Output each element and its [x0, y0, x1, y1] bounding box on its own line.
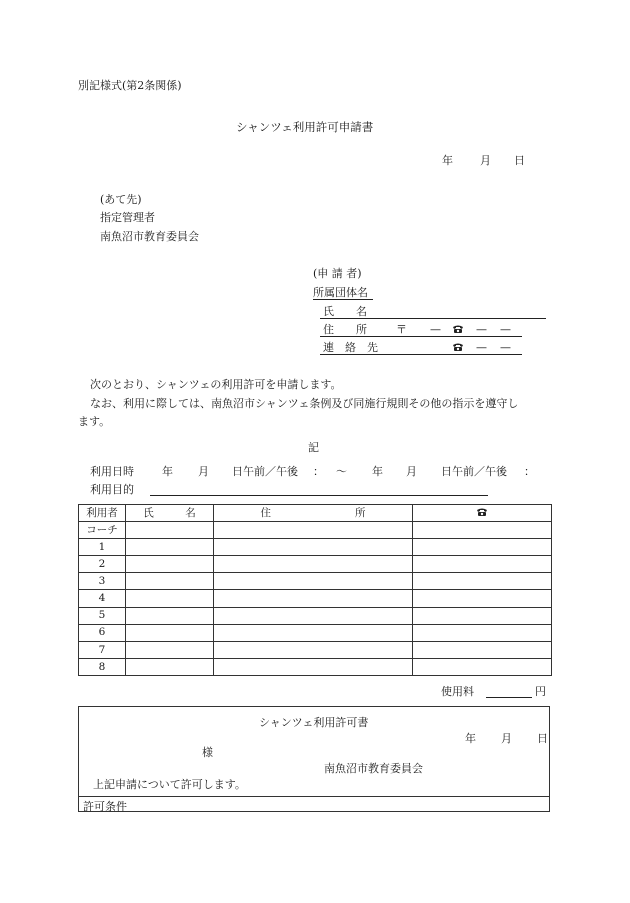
table-row	[79, 556, 552, 573]
ki-label: 記	[308, 441, 319, 454]
header-address: 住 所	[214, 505, 413, 522]
fee-unit: 円	[535, 685, 546, 698]
date-day: 日	[514, 154, 525, 167]
fee-label: 使用料	[441, 685, 474, 698]
usage-month: 月	[198, 465, 209, 478]
phone-cell[interactable]	[413, 624, 552, 641]
phone-cell[interactable]	[413, 658, 552, 675]
group-name-underline	[313, 299, 373, 300]
date-year: 年	[442, 154, 453, 167]
addressee-line1: 指定管理者	[100, 211, 155, 224]
address-cell[interactable]	[214, 556, 413, 573]
permit-box	[78, 706, 550, 812]
permit-sama: 様	[202, 746, 213, 759]
row-number: 4	[79, 590, 126, 607]
phone-cell[interactable]	[413, 607, 552, 624]
address-dash: —	[430, 323, 441, 336]
addressee-label: (あて先)	[100, 193, 142, 206]
usage-day-ampm-2: 日午前／午後	[441, 465, 507, 478]
form-type-label: 別記様式(第2条関係)	[78, 79, 182, 92]
contact-field[interactable]	[320, 354, 522, 355]
permit-day: 日	[537, 732, 548, 745]
coach-address-cell[interactable]	[214, 522, 413, 539]
table-row	[79, 573, 552, 590]
row-number: 5	[79, 607, 126, 624]
name-cell[interactable]	[126, 573, 214, 590]
name-cell[interactable]	[126, 624, 214, 641]
applicant-heading: (申 請 者)	[313, 267, 362, 280]
table-row	[79, 590, 552, 607]
row-number: 3	[79, 573, 126, 590]
table-row	[79, 539, 552, 556]
usage-purpose-field[interactable]	[150, 495, 488, 496]
applicant-address-field[interactable]	[320, 336, 522, 337]
row-number: 2	[79, 556, 126, 573]
user-table	[78, 504, 552, 676]
address-phone-dash-2: —	[500, 323, 511, 336]
body-line-2: なお、利用に際しては、南魚沼市シャンツェ条例及び同施行規則その他の指示を遵守し	[90, 397, 519, 410]
addressee-line2: 南魚沼市教育委員会	[100, 230, 199, 243]
phone-cell[interactable]	[413, 641, 552, 658]
coach-phone-cell[interactable]	[413, 522, 552, 539]
permit-year: 年	[465, 732, 476, 745]
contact-label: 連 絡 先	[323, 341, 378, 354]
address-cell[interactable]	[214, 624, 413, 641]
table-row	[79, 658, 552, 675]
usage-year: 年	[162, 465, 173, 478]
table-row	[79, 624, 552, 641]
contact-dash-1: —	[476, 341, 487, 354]
row-number: 8	[79, 658, 126, 675]
permit-conditions-label: 許可条件	[83, 800, 127, 813]
address-cell[interactable]	[214, 658, 413, 675]
name-cell[interactable]	[126, 556, 214, 573]
row-number: 6	[79, 624, 126, 641]
phone-icon	[452, 324, 464, 336]
name-cell[interactable]	[126, 539, 214, 556]
permit-issuer: 南魚沼市教育委員会	[324, 762, 423, 775]
header-phone-icon	[413, 505, 552, 522]
table-header-row	[79, 505, 552, 522]
applicant-address-label: 住 所	[323, 323, 367, 336]
contact-phone-icon	[452, 342, 464, 354]
usage-date-label: 利用日時	[90, 465, 134, 478]
usage-year-2: 年	[372, 465, 383, 478]
address-cell[interactable]	[214, 607, 413, 624]
permit-title: シャンツェ利用許可書	[259, 716, 369, 729]
usage-colon: ：	[313, 465, 324, 478]
contact-dash-2: —	[500, 341, 511, 354]
permit-month: 月	[501, 732, 512, 745]
fee-field[interactable]	[486, 697, 532, 698]
usage-month-2: 月	[406, 465, 417, 478]
address-cell[interactable]	[214, 641, 413, 658]
header-name: 氏 名	[126, 505, 214, 522]
name-cell[interactable]	[126, 590, 214, 607]
table-row-coach	[79, 522, 552, 539]
address-cell[interactable]	[214, 590, 413, 607]
address-phone-dash-1: —	[476, 323, 487, 336]
address-cell[interactable]	[214, 573, 413, 590]
body-line-3: ます。	[78, 415, 111, 428]
name-cell[interactable]	[126, 641, 214, 658]
row-number: 7	[79, 641, 126, 658]
row-label-coach: コーチ	[79, 522, 126, 539]
permit-divider	[79, 796, 549, 797]
header-user: 利用者	[79, 505, 126, 522]
usage-day-ampm: 日午前／午後	[232, 465, 298, 478]
usage-colon-2: ：	[524, 465, 535, 478]
table-row	[79, 607, 552, 624]
name-cell[interactable]	[126, 658, 214, 675]
date-month: 月	[480, 154, 491, 167]
row-number: 1	[79, 539, 126, 556]
group-name-label: 所属団体名	[313, 286, 368, 299]
coach-name-cell[interactable]	[126, 522, 214, 539]
address-cell[interactable]	[214, 539, 413, 556]
applicant-name-label: 氏 名	[323, 305, 367, 318]
phone-cell[interactable]	[413, 573, 552, 590]
table-row	[79, 641, 552, 658]
name-cell[interactable]	[126, 607, 214, 624]
postal-mark-icon: 〒	[396, 323, 407, 336]
usage-tilde: ～	[336, 465, 347, 478]
phone-cell[interactable]	[413, 556, 552, 573]
body-line-1: 次のとおり、シャンツェの利用許可を申請します。	[90, 378, 342, 391]
phone-cell[interactable]	[413, 539, 552, 556]
form-title: シャンツェ利用許可申請書	[236, 120, 374, 134]
phone-cell[interactable]	[413, 590, 552, 607]
applicant-name-field[interactable]	[320, 318, 546, 319]
permit-statement: 上記申請について許可します。	[93, 778, 246, 791]
usage-purpose-label: 利用目的	[90, 483, 134, 496]
